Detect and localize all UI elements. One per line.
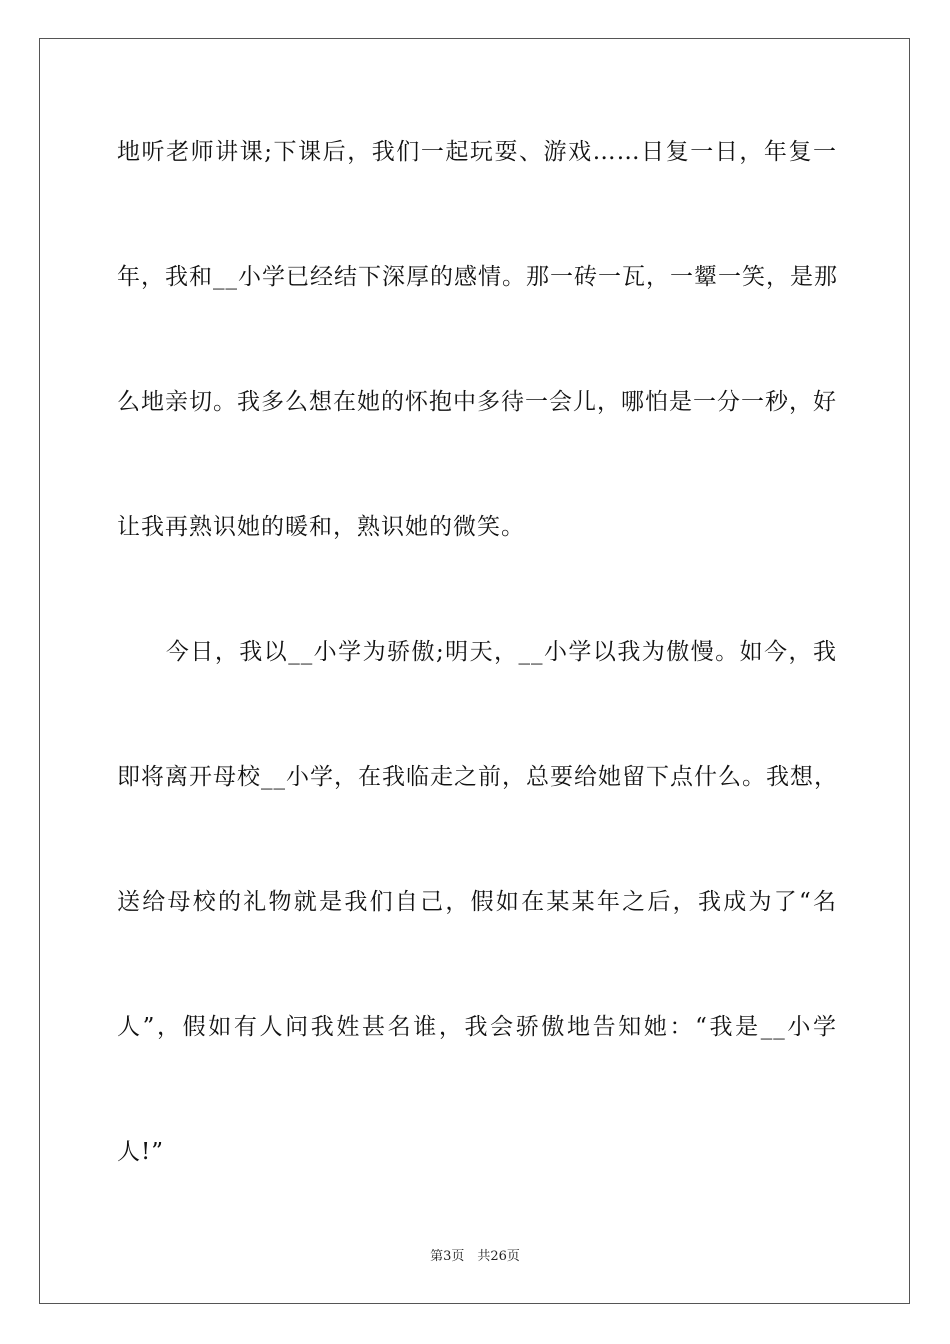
body-text-line-4: 让我再熟识她的暖和，熟识她的微笑。: [117, 514, 525, 540]
body-text-line-2: 年，我和__小学已经结下深厚的感情。那一砖一瓦，一颦一笑，是那: [117, 264, 838, 290]
body-text-line-3: 么地亲切。我多么想在她的怀抱中多待一会儿，哪怕是一分一秒，好: [117, 389, 837, 415]
body-text-line-5: 今日，我以__小学为骄傲;明天，__小学以我为傲慢。如今，我: [117, 639, 837, 665]
body-text-line-6: 即将离开母校__小学，在我临走之前，总要给她留下点什么。我想，: [117, 764, 838, 790]
body-text-line-1: 地听老师讲课;下课后，我们一起玩耍、游戏……日复一日，年复一: [117, 139, 837, 165]
body-text-line-8: 人”，假如有人问我姓甚名谁，我会骄傲地告知她：“我是__小学: [117, 1014, 837, 1040]
page-number-footer: 第3页 共26页: [430, 1249, 520, 1264]
body-text-line-9: 人!”: [117, 1139, 165, 1165]
body-text-line-7: 送给母校的礼物就是我们自己，假如在某某年之后，我成为了“名: [117, 889, 837, 915]
page-border: [39, 38, 910, 1304]
